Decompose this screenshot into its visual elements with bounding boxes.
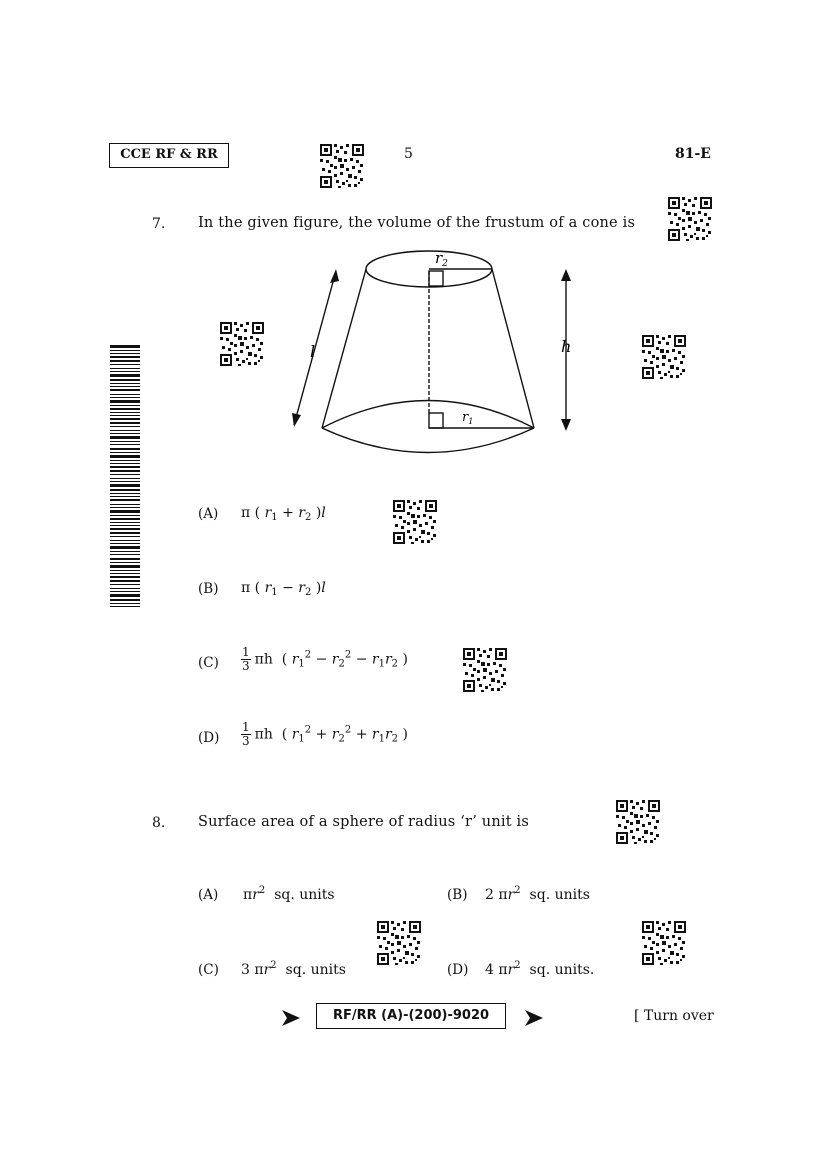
barcode-bar	[110, 484, 140, 487]
barcode-bar	[110, 345, 140, 348]
footer-code-box: RF/RR (A)-(200)-9020	[316, 1003, 506, 1029]
option-label: (C)	[198, 962, 219, 978]
qr-code-icon	[220, 322, 264, 366]
barcode-bar	[110, 576, 140, 578]
barcode-bar	[110, 405, 140, 406]
barcode-bar	[110, 540, 140, 541]
barcode-bar	[110, 525, 140, 526]
barcode-bar	[110, 499, 140, 501]
barcode-bar	[110, 474, 140, 475]
barcode-bar	[110, 536, 140, 537]
barcode-bar	[110, 570, 140, 571]
label-slant-height: l	[310, 342, 316, 361]
barcode-bar	[110, 594, 140, 597]
barcode-bar	[110, 360, 140, 362]
barcode-bar	[110, 606, 140, 607]
barcode-bar	[110, 418, 140, 420]
barcode-bar	[110, 546, 140, 549]
barcode-bar	[110, 489, 140, 491]
barcode-bar	[110, 368, 140, 369]
option-b-expression: 2 $\pi r^2$ sq. units	[485, 885, 590, 903]
barcode-icon	[110, 345, 140, 607]
barcode-bar	[110, 383, 140, 384]
barcode-bar	[110, 441, 140, 442]
page-number: 5	[404, 146, 413, 162]
paper-code: 81-E	[675, 146, 711, 162]
option-label: (D)	[198, 730, 220, 746]
qr-code-icon	[642, 335, 686, 379]
barcode-bar	[110, 350, 140, 351]
barcode-bar	[110, 504, 140, 505]
arrow-pointer-icon	[524, 1008, 544, 1028]
turn-over-label: [ Turn over	[634, 1008, 714, 1024]
barcode-bar	[110, 528, 140, 530]
barcode-bar	[110, 463, 140, 464]
barcode-bar	[110, 543, 140, 544]
barcode-bar	[110, 364, 140, 365]
option-d-expression: $\frac{1}{3}$ πh ( $r_1^2 + r_2^2 + r_1r_2$ )	[242, 720, 408, 748]
barcode-bar	[110, 444, 140, 445]
barcode-bar	[110, 400, 140, 403]
option-label: (A)	[198, 887, 219, 903]
barcode-bar	[110, 584, 140, 585]
barcode-bar	[110, 478, 140, 479]
barcode-bar	[110, 386, 140, 387]
question-text: In the given figure, the volume of the frustum of a cone is	[198, 215, 636, 231]
qr-code-icon	[668, 197, 712, 241]
barcode-bar	[110, 481, 140, 482]
option-label: (C)	[198, 655, 219, 671]
barcode-bar	[110, 422, 140, 424]
option-c-expression: 3 $\pi r^2$ sq. units	[241, 960, 346, 978]
barcode-bar	[110, 532, 140, 534]
barcode-bar	[110, 433, 140, 434]
barcode-bar	[110, 374, 140, 377]
option-label: (D)	[447, 962, 469, 978]
barcode-bar	[110, 415, 140, 416]
barcode-bar	[110, 554, 140, 555]
option-a-expression: π ( $r_1 + r_2$ )l	[241, 505, 326, 523]
barcode-bar	[110, 599, 140, 601]
label-r1: $r_1$	[462, 410, 474, 426]
option-b-expression: π ( $r_1 - r_2$ )l	[241, 580, 326, 598]
barcode-bar	[110, 389, 140, 391]
barcode-bar	[110, 515, 140, 516]
barcode-bar	[110, 551, 140, 552]
barcode-bar	[110, 522, 140, 523]
qr-code-icon	[642, 921, 686, 965]
barcode-bar	[110, 496, 140, 497]
label-height: h	[561, 337, 572, 356]
barcode-bar	[110, 580, 140, 582]
qr-code-icon	[616, 800, 660, 844]
option-label: (B)	[198, 581, 219, 597]
label-r2: $r_2$	[435, 249, 448, 269]
barcode-bar	[110, 430, 140, 431]
option-label: (B)	[447, 887, 468, 903]
barcode-bar	[110, 470, 140, 472]
question-number: 7.	[152, 216, 166, 232]
qr-code-icon	[320, 144, 364, 188]
qr-code-icon	[463, 648, 507, 692]
barcode-bar	[110, 466, 140, 468]
option-c-expression: $\frac{1}{3}$ πh ( $r_1^2 - r_2^2 - r_1r_2$ )	[242, 645, 408, 673]
barcode-bar	[110, 379, 140, 381]
barcode-bar	[110, 558, 140, 560]
barcode-bar	[110, 397, 140, 398]
qr-code-icon	[377, 921, 421, 965]
barcode-bar	[110, 591, 140, 592]
barcode-bar	[110, 562, 140, 563]
barcode-bar	[110, 353, 140, 354]
barcode-bar	[110, 573, 140, 574]
barcode-bar	[110, 460, 140, 461]
barcode-bar	[110, 452, 140, 453]
barcode-bar	[110, 565, 140, 568]
barcode-bar	[110, 408, 140, 410]
barcode-bar	[110, 518, 140, 520]
barcode-bar	[110, 356, 140, 358]
question-text: Surface area of a sphere of radius ‘r’ unit is	[198, 814, 530, 830]
barcode-bar	[110, 394, 140, 395]
option-label: (A)	[198, 506, 219, 522]
barcode-bar	[110, 603, 140, 604]
barcode-bar	[110, 507, 140, 508]
barcode-bar	[110, 412, 140, 413]
barcode-bar	[110, 510, 140, 513]
option-d-expression: 4 $\pi r^2$ sq. units.	[485, 960, 595, 978]
qr-code-icon	[393, 500, 437, 544]
barcode-bar	[110, 588, 140, 589]
barcode-bar	[110, 371, 140, 372]
frustum-figure	[280, 245, 590, 465]
barcode-bar	[110, 493, 140, 494]
option-a-expression: $\pi r^2$ sq. units	[243, 885, 335, 903]
arrow-pointer-icon	[281, 1008, 301, 1028]
barcode-bar	[110, 455, 140, 458]
barcode-bar	[110, 426, 140, 427]
barcode-bar	[110, 436, 140, 439]
paper-series-box: CCE RF & RR	[109, 143, 229, 168]
question-number: 8.	[152, 815, 166, 831]
barcode-bar	[110, 448, 140, 450]
